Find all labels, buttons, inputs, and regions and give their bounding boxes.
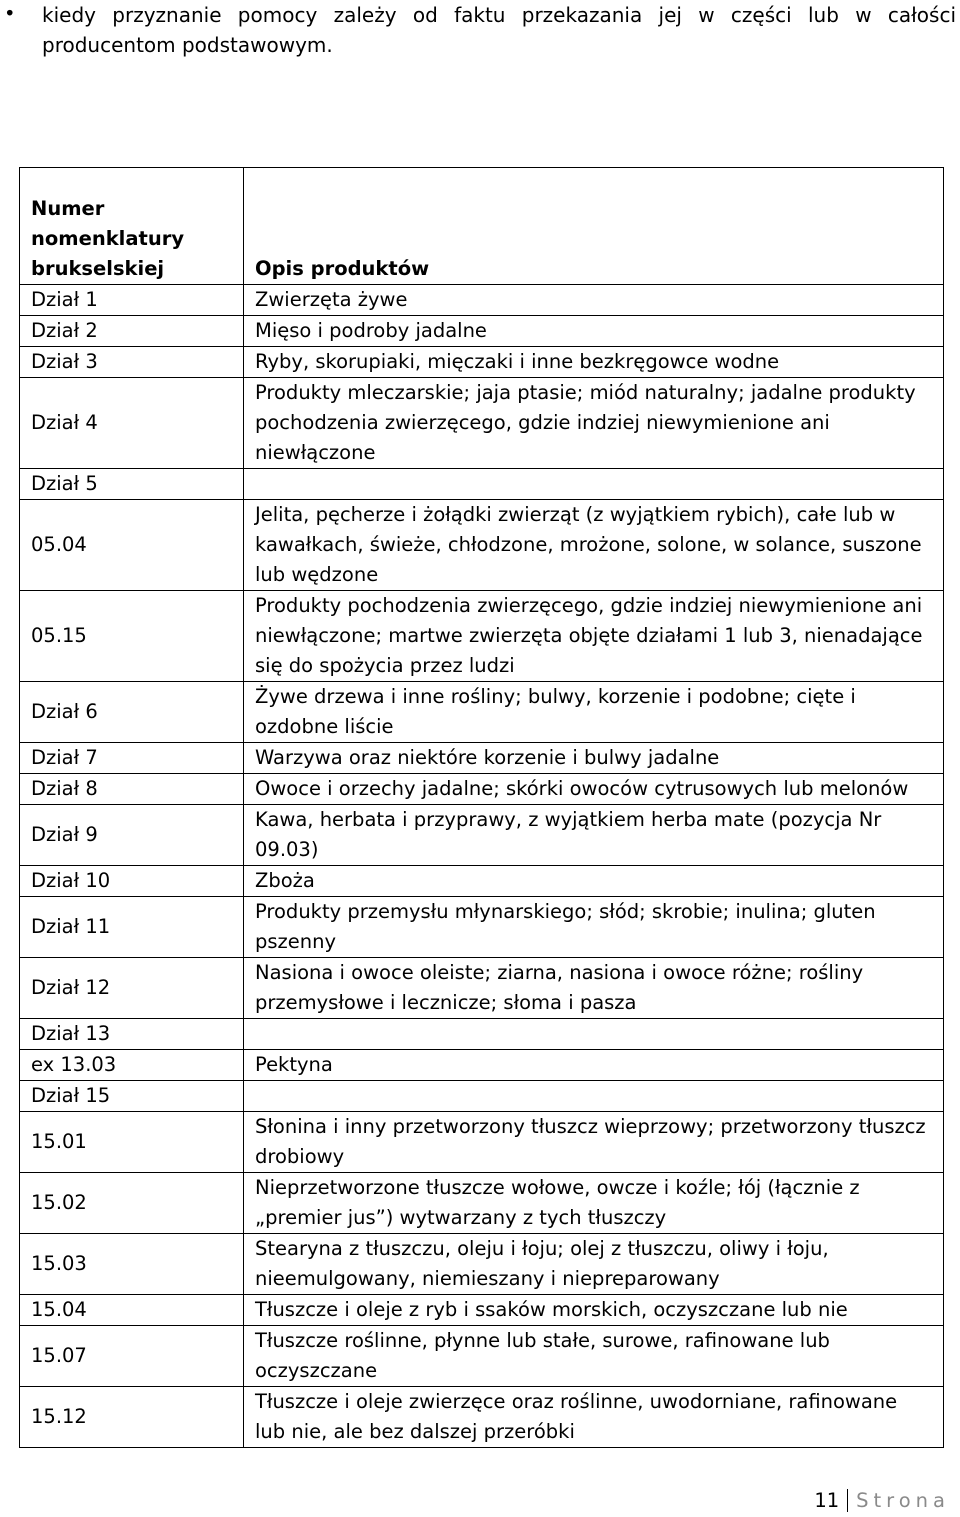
page-number: 11: [814, 1489, 840, 1512]
table-row: [20, 591, 944, 682]
row-description: [244, 469, 944, 500]
row-description: Słonina i inny przetworzony tłuszcz wieprzowy; przetworzony tłuszcz drobiowy: [244, 1112, 944, 1173]
table-row: [20, 1112, 944, 1173]
row-code: 15.03: [20, 1234, 244, 1295]
row-code: 15.01: [20, 1112, 244, 1173]
table-row: [20, 316, 944, 347]
row-description: [244, 1019, 944, 1050]
row-description: Tłuszcze i oleje zwierzęce oraz roślinne, uwodorniane, rafinowane lub nie, ale bez dalszej przeróbki: [244, 1387, 944, 1448]
row-description: Mięso i podroby jadalne: [244, 316, 944, 347]
row-code: Dział 12: [20, 958, 244, 1019]
row-description: Produkty pochodzenia zwierzęcego, gdzie indziej niewymienione ani niewłączone; martwe zwierzęta objęte działami 1 lub 3, nienadające się do spożycia przez ludzi: [244, 591, 944, 682]
page-footer: [814, 1489, 950, 1512]
table-header-row: [20, 168, 944, 285]
table-row: [20, 897, 944, 958]
row-code: Dział 10: [20, 866, 244, 897]
table-row: [20, 1173, 944, 1234]
row-description: [244, 1081, 944, 1112]
row-description: Pektyna: [244, 1050, 944, 1081]
row-code: Dział 1: [20, 285, 244, 316]
bullet-icon: •: [4, 2, 16, 25]
table-body: [20, 285, 944, 1448]
row-code: Dział 3: [20, 347, 244, 378]
row-code: Dział 13: [20, 1019, 244, 1050]
row-description: Owoce i orzechy jadalne; skórki owoców cytrusowych lub melonów: [244, 774, 944, 805]
table-row: [20, 805, 944, 866]
table-row: [20, 1326, 944, 1387]
table-row: [20, 469, 944, 500]
row-description: Stearyna z tłuszczu, oleju i łoju; olej z tłuszczu, oliwy i łoju, nieemulgowany, niemieszany i niepreparowany: [244, 1234, 944, 1295]
header-description: Opis produktów: [244, 168, 944, 285]
header-code: Numer nomenklatury brukselskiej: [20, 168, 244, 285]
table-row: [20, 958, 944, 1019]
table-row: [20, 743, 944, 774]
row-code: Dział 4: [20, 378, 244, 469]
row-description: Produkty mleczarskie; jaja ptasie; miód naturalny; jadalne produkty pochodzenia zwierzęcego, gdzie indziej niewymienione ani niewłączone: [244, 378, 944, 469]
page-label: Strona: [856, 1489, 950, 1512]
row-code: 15.02: [20, 1173, 244, 1234]
table-row: [20, 1050, 944, 1081]
table-row: [20, 378, 944, 469]
row-description: Produkty przemysłu młynarskiego; słód; skrobie; inulina; gluten pszenny: [244, 897, 944, 958]
row-description: Tłuszcze roślinne, płynne lub stałe, surowe, rafinowane lub oczyszczane: [244, 1326, 944, 1387]
row-code: Dział 8: [20, 774, 244, 805]
row-code: Dział 9: [20, 805, 244, 866]
table-row: [20, 1387, 944, 1448]
table-row: [20, 866, 944, 897]
row-description: Jelita, pęcherze i żołądki zwierząt (z wyjątkiem rybich), całe lub w kawałkach, świeże, chłodzone, mrożone, solone, w solance, suszone lub wędzone: [244, 500, 944, 591]
table-row: [20, 1019, 944, 1050]
row-description: Zwierzęta żywe: [244, 285, 944, 316]
row-description: Żywe drzewa i inne rośliny; bulwy, korzenie i podobne; cięte i ozdobne liście: [244, 682, 944, 743]
row-code: Dział 15: [20, 1081, 244, 1112]
row-code: 15.12: [20, 1387, 244, 1448]
row-code: Dział 11: [20, 897, 244, 958]
table-row: [20, 774, 944, 805]
page-separator: [847, 1489, 856, 1512]
table-row: [20, 1234, 944, 1295]
intro-text: [42, 0, 956, 60]
row-description: Nasiona i owoce oleiste; ziarna, nasiona i owoce różne; rośliny przemysłowe i lecznicze; słoma i pasza: [244, 958, 944, 1019]
row-code: Dział 6: [20, 682, 244, 743]
row-code: Dział 5: [20, 469, 244, 500]
intro-line-2: producentom podstawowym.: [42, 33, 333, 57]
table-row: [20, 500, 944, 591]
row-code: Dział 2: [20, 316, 244, 347]
row-code: ex 13.03: [20, 1050, 244, 1081]
row-description: Ryby, skorupiaki, mięczaki i inne bezkręgowce wodne: [244, 347, 944, 378]
row-description: Warzywa oraz niektóre korzenie i bulwy jadalne: [244, 743, 944, 774]
row-code: Dział 7: [20, 743, 244, 774]
row-description: Zboża: [244, 866, 944, 897]
row-code: 15.04: [20, 1295, 244, 1326]
row-description: Nieprzetworzone tłuszcze wołowe, owcze i koźle; łój (łącznie z „premier jus”) wytwarzany z tych tłuszczy: [244, 1173, 944, 1234]
row-code: 15.07: [20, 1326, 244, 1387]
row-code: 05.15: [20, 591, 244, 682]
table-row: [20, 285, 944, 316]
table-row: [20, 1081, 944, 1112]
table-row: [20, 682, 944, 743]
table-row: [20, 347, 944, 378]
row-description: Kawa, herbata i przyprawy, z wyjątkiem herba mate (pozycja Nr 09.03): [244, 805, 944, 866]
row-description: Tłuszcze i oleje z ryb i ssaków morskich, oczyszczane lub nie: [244, 1295, 944, 1326]
nomenclature-table: [19, 167, 944, 1448]
intro-line-1: kiedy przyznanie pomocy zależy od faktu przekazania jej w części lub w całości: [42, 3, 956, 27]
table-row: [20, 1295, 944, 1326]
row-code: 05.04: [20, 500, 244, 591]
